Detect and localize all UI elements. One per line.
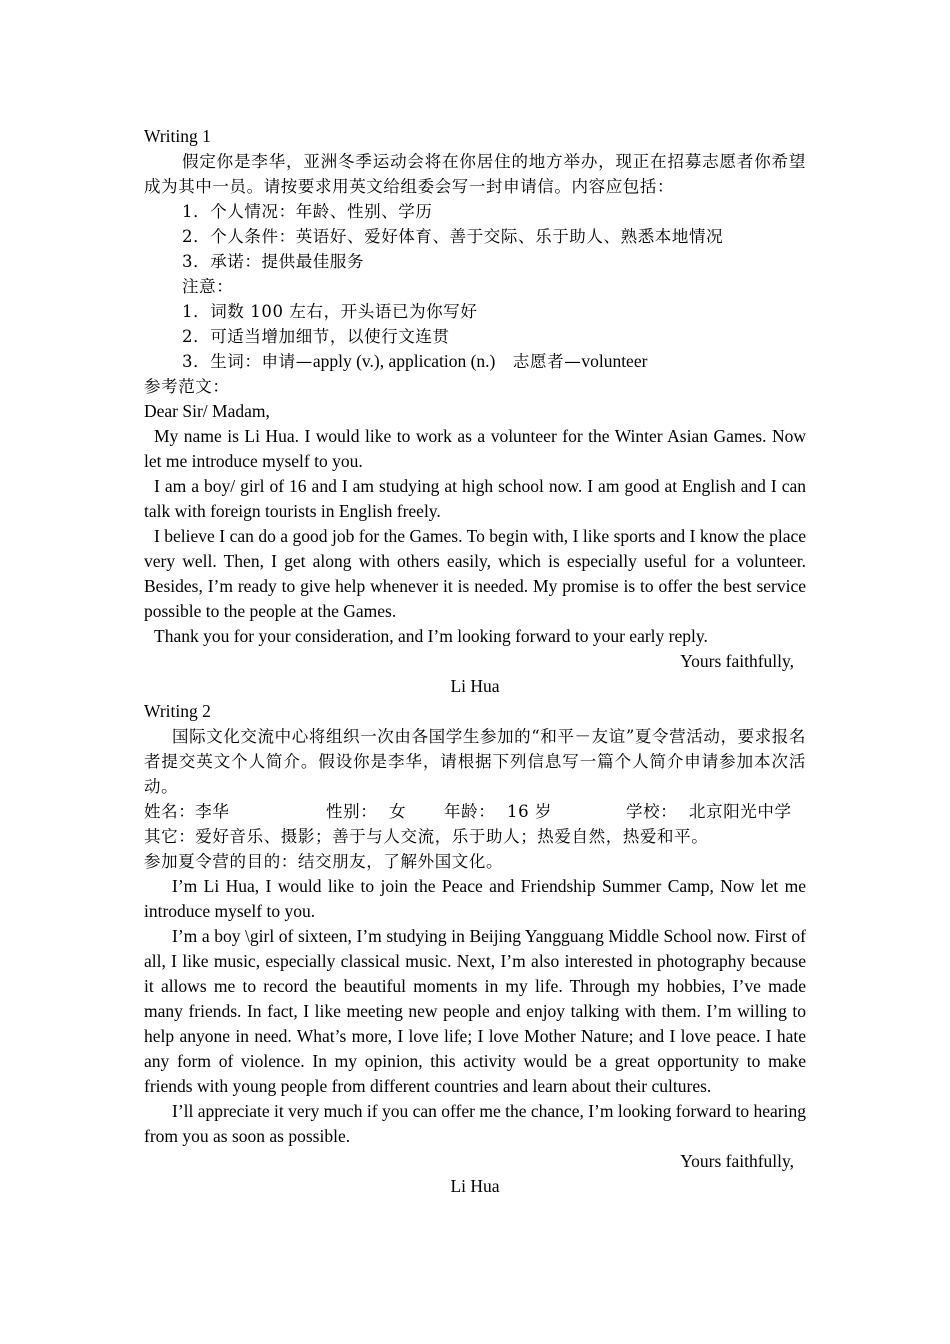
writing1-prompt: 假定你是李华，亚洲冬季运动会将在你居住的地方举办，现正在招募志愿者你希望成为其中一员。请按要求用英文给组委会写一封申请信。内容应包括： — [144, 152, 806, 196]
writing1-note-label: 注意： — [182, 277, 234, 296]
info-row — [144, 799, 806, 824]
vocab-zh: 3．生词：申请— — [182, 352, 313, 371]
vocab-en: apply (v.), application (n.) — [312, 351, 496, 371]
letter-paragraph: I believe I can do a good job for the Games. To begin with, I like sports and I know the place very well. Then, I get along with others easily, which is especially useful for a volunteer. Besides, I’m ready to give help whenever it is needed. My promise is to offer the best service possible to the people at the Games. — [144, 526, 806, 621]
vocab-zh-2: 志愿者— — [512, 352, 582, 371]
letter-paragraph: I am a boy/ girl of 16 and I am studying at high school now. I am good at English and I can talk with foreign tourists in English freely. — [144, 476, 806, 521]
reference-label: 参考范文： — [144, 377, 230, 396]
info-name: 姓名：李华 — [144, 802, 230, 821]
writing1-vocab — [144, 349, 806, 374]
writing2-prompt: 国际文化交流中心将组织一次由各国学生参加的“和平－友谊”夏令营活动，要求报名者提交英文个人简介。假设你是李华，请根据下列信息写一篇个人简介申请参加本次活动。 — [144, 727, 806, 796]
writing1-item: 2．个人条件：英语好、爱好体育、善于交际、乐于助人、熟悉本地情况 — [182, 227, 724, 246]
letter-closing: Yours faithfully, — [680, 651, 794, 671]
info-purpose: 参加夏令营的目的：结交朋友，了解外国文化。 — [144, 852, 504, 871]
essay-paragraph: I’ll appreciate it very much if you can offer me the chance, I’m looking forward to hearing from you as soon as possible. — [144, 1101, 806, 1146]
info-other: 其它：爱好音乐、摄影；善于与人交流，乐于助人；热爱自然，热爱和平。 — [144, 827, 709, 846]
letter-paragraph: My name is Li Hua. I would like to work as a volunteer for the Winter Asian Games. Now let me introduce myself to you. — [144, 426, 806, 471]
info-school: 学校： 北京阳光中学 — [626, 802, 792, 821]
info-gender: 性别： 女 — [326, 802, 407, 821]
essay-signature: Li Hua — [450, 1176, 500, 1196]
info-age: 年龄： 16 岁 — [444, 802, 553, 821]
writing2-heading: Writing 2 — [144, 701, 211, 721]
vocab-en-2: volunteer — [581, 351, 648, 371]
letter-signature: Li Hua — [450, 676, 500, 696]
essay-paragraph: I’m Li Hua, I would like to join the Peace and Friendship Summer Camp, Now let me introduce myself to you. — [144, 876, 806, 921]
letter-greeting: Dear Sir/ Madam, — [144, 401, 270, 421]
writing1-item: 3．承诺：提供最佳服务 — [182, 252, 365, 271]
writing1-heading: Writing 1 — [144, 126, 211, 146]
writing1-item: 1．个人情况：年龄、性别、学历 — [182, 202, 433, 221]
writing1-note: 2．可适当增加细节，以使行文连贯 — [182, 327, 450, 346]
writing1-note: 1．词数 100 左右，开头语已为你写好 — [182, 302, 478, 321]
essay-closing: Yours faithfully, — [680, 1151, 794, 1171]
essay-paragraph: I’m a boy \girl of sixteen, I’m studying in Beijing Yangguang Middle School now. First of all, I like music, especially classical music. Next, I’m also interested in photography because it allows me to record the beautiful moments in my life. Through my hobbies, I’ve made many friends. In fact, I like meeting new people and enjoy talking with them. I’m willing to help anyone in need. What’s more, I love life; I love Mother Nature; and I love peace. I hate any form of violence. In my opinion, this activity would be a great opportunity to make friends with young people from different countries and learn about their cultures. — [144, 926, 806, 1096]
document-page — [144, 124, 806, 1199]
letter-paragraph: Thank you for your consideration, and I’m looking forward to your early reply. — [154, 626, 708, 646]
